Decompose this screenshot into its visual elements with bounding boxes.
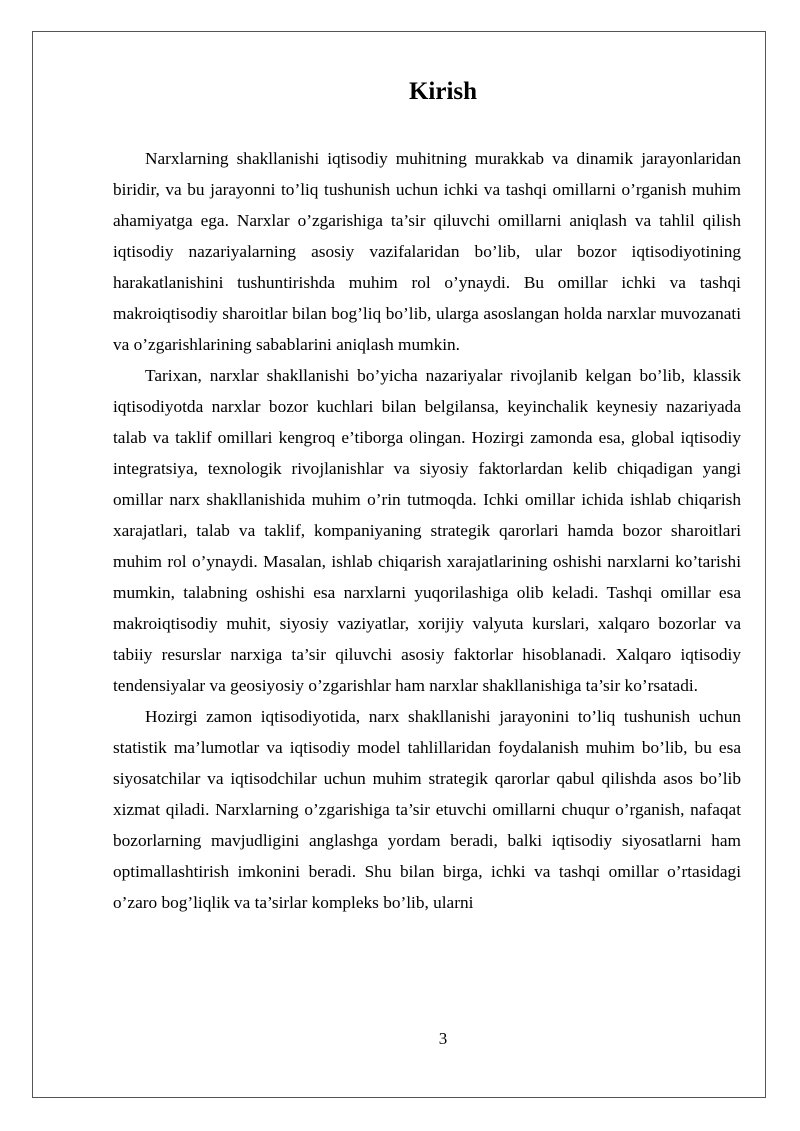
body-text — [113, 143, 741, 918]
paragraph-1: Narxlarning shakllanishi iqtisodiy muhitning murakkab va dinamik jarayonlaridan biridir, va bu jarayonni to’liq tushunish uchun ichki va tashqi omillarni o’rganish muhim ahamiyatga ega. Narxlar o’zgarishiga ta’sir qiluvchi omillarni aniqlash va tahlil qilish iqtisodiy nazariyalarning asosiy vazifalaridan bo’lib, ular bozor iqtisodiyotining harakatlanishini tushuntirishda muhim rol o’ynaydi. Bu omillar ichki va tashqi makroiqtisodiy sharoitlar bilan bog’liq bo’lib, ularga asoslangan holda narxlar muvozanati va o’zgarishlarining sabablarini aniqlash mumkin. — [113, 149, 741, 354]
paragraph-2: Tarixan, narxlar shakllanishi bo’yicha nazariyalar rivojlanib kelgan bo’lib, klassik iqtisodiyotda narxlar bozor kuchlari bilan belgilansa, keyinchalik keynesiy nazariyada talab va taklif omillari kengroq e’tiborga olingan. Hozirgi zamonda esa, global iqtisodiy integratsiya, texnologik rivojlanishlar va siyosiy faktorlardan kelib chiqadigan yangi omillar narx shakllanishida muhim o’rin tutmoqda. Ichki omillar ichida ishlab chiqarish xarajatlari, talab va taklif, kompaniyaning strategik qarorlari hamda bozor sharoitlari muhim rol o’ynaydi. Masalan, ishlab chiqarish xarajatlarining oshishi narxlarni ko’tarishi mumkin, talabning oshishi esa narxlarni yuqorilashiga olib keladi. Tashqi omillar esa makroiqtisodiy muhit, siyosiy vaziyatlar, xorijiy valyuta kurslari, xalqaro bozorlar va tabiiy resurslar narxiga ta’sir qiluvchi asosiy faktorlar hisoblanadi. Xalqaro iqtisodiy tendensiyalar va geosiyosiy o’zgarishlar ham narxlar shakllanishiga ta’sir ko’rsatadi. — [113, 366, 741, 695]
paragraph-3: Hozirgi zamon iqtisodiyotida, narx shakllanishi jarayonini to’liq tushunish uchun statistik ma’lumotlar va iqtisodiy model tahlillaridan foydalanish muhim bo’lib, bu esa siyosatchilar va iqtisodchilar uchun muhim strategik qarorlar qabul qilishda asos bo’lib xizmat qiladi. Narxlarning o’zgarishiga ta’sir etuvchi omillarni chuqur o’rganish, nafaqat bozorlarning mavjudligini anglashga yordam beradi, balki iqtisodiy siyosatlarni ham optimallashtirish imkonini beradi. Shu bilan birga, ichki va tashqi omillar o’rtasidagi o’zaro bog’liqlik va ta’sirlar kompleks bo’lib, ularni — [113, 707, 741, 912]
page-title: Kirish — [408, 78, 478, 105]
page-number: 3 — [438, 1029, 448, 1048]
